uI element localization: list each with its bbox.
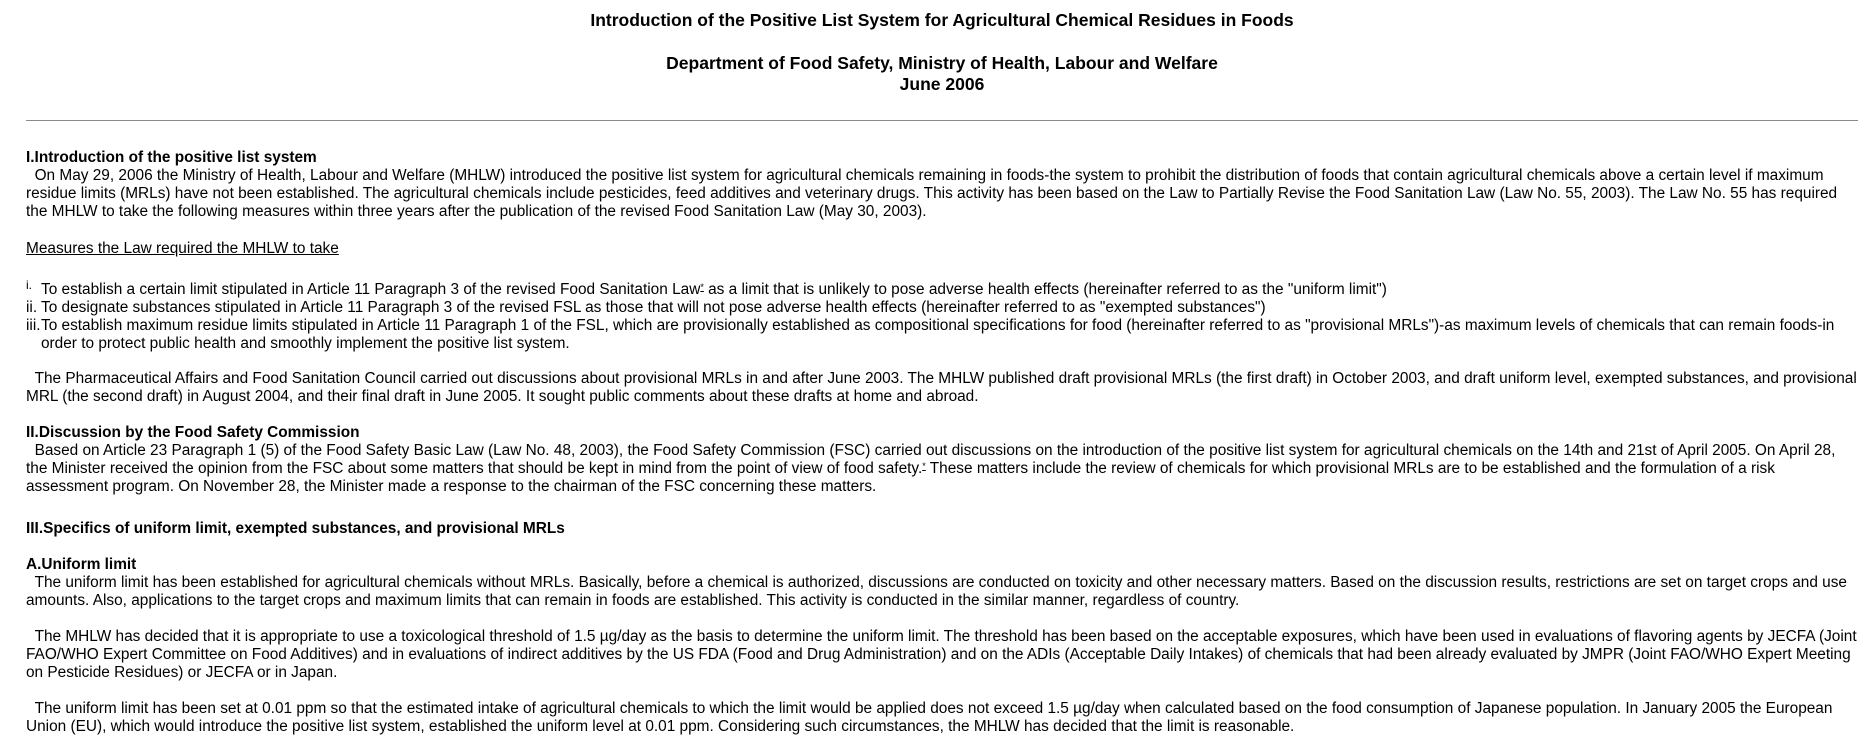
paragraph-text: The MHLW has decided that it is appropriate to use a toxicological threshold of 1.5 µg/day as the basis to determine the uniform limit. The threshold has been based on the acceptable exposures, which have been used in evaluations of flavoring agents by JECFA (Joint FAO/WHO Expert Committee on Food Additives) and in evaluations of indirect additives by the US FDA (Food and Drug Administration) and on the ADIs (Acceptable Daily Intakes) of chemicals that had been already evaluated by JMPR (Joint FAO/WHO Expert Meeting on Pesticide Residues) or JECFA or in Japan. <box>26 628 1857 681</box>
section-1 <box>26 149 1858 221</box>
section-1-paragraph <box>26 167 1858 221</box>
section-3-heading-block <box>26 520 1858 538</box>
measures-heading-block <box>26 240 1858 258</box>
list-item <box>26 278 1858 299</box>
section-1-paragraph-2 <box>26 370 1858 406</box>
list-item-text: To designate substances stipulated in Article 11 Paragraph 3 of the revised FSL as those that will not pose adverse health effects (hereinafter referred to as "exempted substances") <box>41 299 1266 316</box>
section-2-paragraph-text: Based on Article 23 Paragraph 1 (5) of the Food Safety Basic Law (Law No. 48, 2003), the Food Safety Commission (FSC) carried out discussions on the introduction of the positive list system for agricultural chemicals on the 14th and 21st of April 2005. On April 28, the Minister received the opinion from the FSC about some matters that should be kept in mind from the point of view of food safety. <box>26 442 1836 477</box>
subsection-a-paragraph-3 <box>26 700 1858 736</box>
section-3-heading: III.Specifics of uniform limit, exempted substances, and provisional MRLs <box>26 520 565 537</box>
footnote-link[interactable]: * <box>922 461 926 471</box>
subsection-a-paragraph-3-block <box>26 700 1858 736</box>
subsection-a-paragraph-1 <box>26 574 1858 610</box>
list-item-number: i. <box>26 278 32 292</box>
measures-heading: Measures the Law required the MHLW to take <box>26 240 339 257</box>
footnote-link[interactable]: * <box>700 282 704 292</box>
list-item <box>26 317 1858 353</box>
list-item-number: ii. <box>26 299 38 316</box>
paragraph-text: The uniform limit has been established for agricultural chemicals without MRLs. Basically, before a chemical is authorized, discussions are conducted on toxicity and other necessary matters. Based on the discussion results, restrictions are set on target crops and use amounts. Also, applications to the target crops and maximum limits that can remain in foods are established. This activity is conducted in the similar manner, regardless of country. <box>26 574 1847 609</box>
section-2-heading: II.Discussion by the Food Safety Commission <box>26 424 360 441</box>
list-item-text: To establish a certain limit stipulated in Article 11 Paragraph 3 of the revised Food Sanitation Law <box>41 281 701 298</box>
section-2 <box>26 424 1858 496</box>
list-item <box>26 299 1858 317</box>
department-name: Department of Food Safety, Ministry of Health, Labour and Welfare <box>666 53 1218 73</box>
section-1-paragraph-text: On May 29, 2006 the Ministry of Health, Labour and Welfare (MHLW) introduced the positive list system for agricultural chemicals remaining in foods-the system to prohibit the distribution of foods that contain agricultural chemicals above a certain level if maximum residue limits (MRLs) have not been established. The agricultural chemicals include pesticides, feed additives and veterinary drugs. This activity has been based on the Law to Partially Revise the Food Sanitation Law (Law No. 55, 2003). The Law No. 55 has required the MHLW to take the following measures within three years after the publication of the revised Food Sanitation Law (May 30, 2003). <box>26 167 1838 220</box>
paragraph-text: The uniform limit has been set at 0.01 ppm so that the estimated intake of agricultural chemicals to which the limit would be applied does not exceed 1.5 µg/day when calculated based on the food consumption of Japanese population. In January 2005 the European Union (EU), which would introduce the positive list system, established the uniform level at 0.01 ppm. Considering such circumstances, the MHLW has decided that the limit is reasonable. <box>26 700 1833 735</box>
page-title: Introduction of the Positive List System for Agricultural Chemical Residues in Foods <box>590 10 1294 30</box>
section-1-paragraph-2-text: The Pharmaceutical Affairs and Food Sanitation Council carried out discussions about provisional MRLs in and after June 2003. The MHLW published draft provisional MRLs (the first draft) in October 2003, and draft uniform level, exempted substances, and provisional MRL (the second draft) in August 2004, and their final draft in June 2005. It sought public comments about these drafts at home and abroad. <box>26 370 1857 405</box>
measures-list <box>26 278 1858 353</box>
measures-list-block <box>26 278 1858 353</box>
list-item-text-continued: as a limit that is unlikely to pose adverse health effects (hereinafter referred to as the "uniform limit") <box>703 281 1387 298</box>
list-item-number: iii. <box>26 317 41 334</box>
subsection-a-heading: A.Uniform limit <box>26 556 137 573</box>
header-divider <box>26 120 1858 121</box>
section-2-paragraph <box>26 442 1858 496</box>
section-2-paragraph-text-continued: These matters include the review of chemicals for which provisional MRLs are to be established and the formulation of a risk assessment program. On November 28, the Minister made a response to the chairman of the FSC concerning these matters. <box>26 460 1775 495</box>
section-1-heading: I.Introduction of the positive list system <box>26 149 317 166</box>
section-1-paragraph-2-block <box>26 370 1858 406</box>
subsection-a-paragraph-2-block <box>26 628 1858 682</box>
subsection-a <box>26 556 1858 610</box>
list-item-text: To establish maximum residue limits stipulated in Article 11 Paragraph 1 of the FSL, which are provisionally established as compositional specifications for food (hereinafter referred to as "provisional MRLs")-as maximum levels of chemicals that can remain foods-in order to protect public health and smoothly implement the positive list system. <box>41 317 1835 352</box>
subsection-a-paragraph-2 <box>26 628 1858 682</box>
publication-date: June 2006 <box>899 74 985 94</box>
